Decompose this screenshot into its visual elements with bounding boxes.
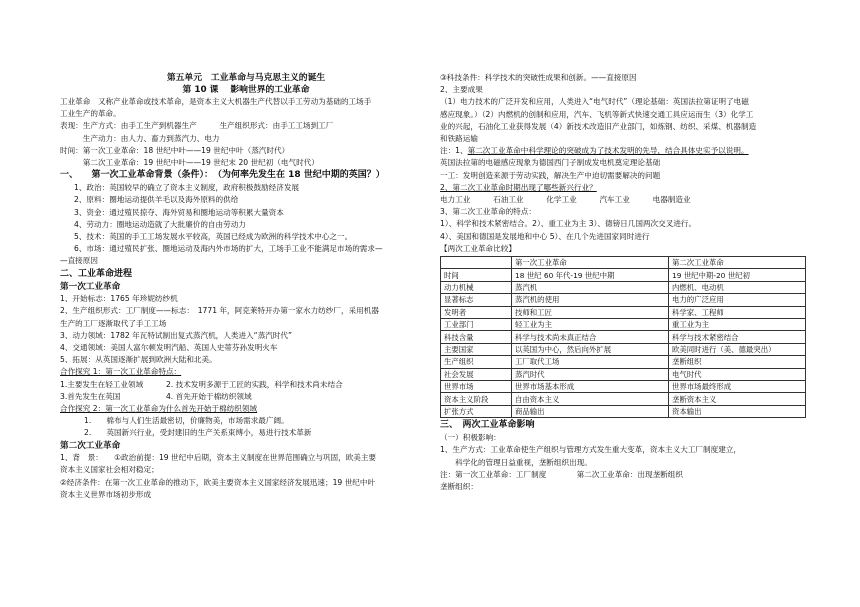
- results-item: ③科技条件：科学技术的突破性成果和创新。——直接原因: [440, 73, 637, 82]
- table-cell: 自由资本主义: [512, 393, 669, 405]
- table-row: [441, 405, 806, 417]
- first-revolution-item: 1、开始标志：1765 年珍妮纺纱机: [60, 294, 178, 304]
- table-cell: 世界市场基本形成: [512, 380, 669, 392]
- feature-item: 1）、科学和技术紧密结合。2）、重工业为主 3）、德镑日几国两次交叉进行。: [440, 219, 697, 229]
- table-cell: 科学家、工程师: [669, 306, 806, 318]
- impact-item: 垄断组织：: [440, 481, 478, 491]
- left-column: [60, 72, 432, 501]
- results-item: 业的兴起，石油化工业获得发展（4）新技术改造旧产业部门，如炼钢、纺织、采煤、机器制造: [440, 121, 757, 131]
- comparison-table: [440, 256, 806, 418]
- background-item: 4、劳动力：圈地运动造就了大批廉价的自由劳动力: [74, 219, 246, 229]
- section-3-heading: 三、 两次工业革命影响: [440, 420, 535, 431]
- first-revolution-item: 2、生产组织形式：工厂制度——标志： 1771 年，阿克莱特开办第一家水力纺纱厂，采用机器: [60, 306, 379, 316]
- table-cell: 电气时代: [669, 368, 806, 380]
- intro-line: 工业革命 又称产业革命或技术革命，是资本主义大机器生产代替以手工劳动为基础的工场手: [60, 97, 372, 106]
- table-cell: 轻工业为主: [512, 319, 669, 331]
- first-revolution-item: 5、拓展：从英国逐渐扩展到欧洲大陆和北美。: [60, 355, 217, 365]
- note-line: [440, 145, 806, 157]
- table-cell: 电力的广泛应用: [669, 294, 806, 306]
- second-revolution-item: 资本主义世界市场初步形成: [60, 489, 152, 499]
- table-cell: 生产组织: [441, 356, 512, 368]
- background-item: 5、技术：英国的手工工场发展水平较高，英国已经成为欧洲的科学技术中心之一。: [74, 232, 353, 242]
- unit-title: 第五单元 工业革命与马克思主义的诞生: [166, 73, 326, 83]
- table-cell: 以英国为中心，然后向外扩展: [512, 343, 669, 355]
- table-header-cell: [441, 257, 512, 269]
- explore-2-item: 1. 棉布与人们生活最密切，价廉物美，市场需求最广阔。: [84, 416, 289, 426]
- table-row: [441, 343, 806, 355]
- results-item: 2、主要成果: [440, 85, 483, 95]
- table-cell: 资本主义阶段: [441, 393, 512, 405]
- results-item: （1）电力技术的广泛开发和应用，人类进入“电气时代”（理论基础：英国法拉第证明了电磁: [440, 97, 749, 107]
- table-cell: 显著标志: [441, 294, 512, 306]
- second-revolution-heading: 第二次工业革命: [60, 440, 121, 451]
- table-cell: 19 世纪中期-20 世纪初: [669, 269, 806, 281]
- table-cell: 动力机械: [441, 281, 512, 293]
- table-row: [441, 356, 806, 368]
- table-cell: 世界市场: [441, 380, 512, 392]
- positive-impact-subheading: （一）积极影响：: [440, 433, 501, 443]
- table-cell: 工厂取代工场: [512, 356, 669, 368]
- feature-item: 4）、美国和德国是发展地和中心 5）、在几个先进国家同时进行: [440, 231, 650, 241]
- industries-list: 电力工业 石油工业 化学工业 汽车工业 电器制造业: [440, 195, 691, 205]
- note-underlined: 第二次工业革命中科学理论的突破成为了技术发明的先导，结合具体史实予以说明。: [467, 146, 749, 156]
- table-row: [441, 331, 806, 343]
- lesson-title: 第 10 课 影响世界的工业革命: [182, 85, 310, 95]
- table-row: [441, 281, 806, 293]
- table-cell: 科学与技术尚未真正结合: [512, 331, 669, 343]
- explore-1-item: 1.主要发生在轻工业领域 2. 技术发明多源于工匠的实践，科学和技术尚未结合: [60, 379, 343, 389]
- table-cell: 垄断资本主义: [669, 393, 806, 405]
- section-1-heading: 一、 第一次工业革命背景（条件）： （为何率先发生在 18 世纪中期的英国？）: [60, 170, 385, 181]
- question-2: 2、第二次工业革命时期出现了哪些新兴行业？: [440, 182, 597, 192]
- background-item: —直接原因: [60, 256, 98, 266]
- table-cell: 主要国家: [441, 343, 512, 355]
- background-item: 3、资金：通过殖民掠夺、海外贸易和圈地运动等积累大量资本: [74, 207, 284, 217]
- table-header-cell: 第一次工业革命: [512, 257, 669, 269]
- note-prefix: 注：1、: [440, 146, 468, 156]
- explore-2-item: 2. 英国新兴行业，受封建旧的生产关系束缚小，易进行技术革新: [84, 428, 312, 438]
- table-cell: 世界市场最终形成: [669, 380, 806, 392]
- intro-line: 工业生产的革命。: [60, 109, 121, 119]
- table-row: [441, 306, 806, 318]
- background-item: 1、政治：英国较早的确立了资本主义制度，政府积极鼓励经济发展: [74, 183, 300, 193]
- table-cell: 发明者: [441, 306, 512, 318]
- table-cell: 工业部门: [441, 319, 512, 331]
- table-row: [441, 368, 806, 380]
- table-cell: 欧美同时进行（美、德最突出）: [669, 343, 806, 355]
- table-header-cell: 第二次工业革命: [669, 257, 806, 269]
- section-2-heading: 二、工业革命进程: [60, 268, 133, 279]
- second-revolution-item: 1、背 景： ①政治前提：19 世纪中后期，资本主义制度在世界范围确立与巩固，欧美主要: [60, 453, 377, 463]
- right-column: [440, 72, 806, 493]
- background-item: 2、原料：圈地运动提供羊毛以及海外原料的供给: [74, 195, 239, 205]
- table-cell: 垄断组织: [669, 356, 806, 368]
- first-revolution-heading: 第一次工业革命: [60, 281, 121, 292]
- table-row: [441, 269, 806, 281]
- results-item: 和铁路运输: [440, 134, 478, 144]
- explore-1-item: 3.首先发生在英国 4. 首先开始于棉纺织领域: [60, 391, 252, 401]
- table-header-row: [441, 257, 806, 269]
- table-row: [441, 380, 806, 392]
- note-item: 一工：发明创造来源于劳动实践，解决生产中迫切需要解决的问题: [440, 170, 661, 180]
- results-item: 感应现象。）（2）内燃机的创制和应用，汽车、飞机等新式快速交通工具应运而生（3）化学工: [440, 109, 754, 119]
- table-cell: 蒸汽机的使用: [512, 294, 669, 306]
- first-revolution-item: 生产的工厂逐渐取代了手工工场: [60, 318, 167, 328]
- note-item: 英国法拉第的电磁感应现象为德国西门子制成发电机奠定理论基础: [440, 158, 661, 168]
- features-title: 3、第二次工业革命的特点：: [440, 207, 536, 217]
- table-cell: 内燃机、电动机: [669, 281, 806, 293]
- table-cell: 技师和工匠: [512, 306, 669, 318]
- intro-line: 生产动力：由人力、畜力到蒸汽力、电力: [60, 133, 220, 143]
- first-revolution-item: 3、动力领域：1782 年瓦特试制出复式蒸汽机，人类进入“蒸汽时代”: [60, 330, 292, 340]
- table-cell: 扩张方式: [441, 405, 512, 417]
- impact-item: 科学化的管理日益重视，垄断组织出现。: [440, 457, 592, 467]
- table-cell: 蒸汽机: [512, 281, 669, 293]
- table-cell: 时间: [441, 269, 512, 281]
- table-cell: 蒸汽时代: [512, 368, 669, 380]
- intro-line: 第二次工业革命：19 世纪中叶——19 世纪末 20 世纪初（电气时代）: [60, 158, 319, 168]
- table-row: [441, 319, 806, 331]
- background-item: 6、市场：通过殖民扩张、圈地运动及海内外市场的扩大，工场手工业不能满足市场的需求—: [74, 244, 383, 254]
- table-row: [441, 393, 806, 405]
- table-cell: 科技含量: [441, 331, 512, 343]
- first-revolution-item: 4、交通领域：美国人富尔顿发明汽船、英国人史蒂芬孙发明火车: [60, 343, 278, 353]
- second-revolution-item: 资本主义国家社会相对稳定；: [60, 465, 159, 475]
- impact-item: 1、生产方式：工业革命使生产组织与管理方式发生重大变革，资本主义大工厂制度建立，: [440, 445, 741, 455]
- table-row: [441, 294, 806, 306]
- table-cell: 资本输出: [669, 405, 806, 417]
- table-caption: 【两次工业革命比较】: [440, 243, 516, 253]
- intro-line: 表现：生产方式：由手工生产到机器生产 生产组织形式：由手工工场到工厂: [60, 121, 334, 131]
- table-cell: 商品输出: [512, 405, 669, 417]
- explore-2-title: 合作探究 2：第一次工业革命为什么首先开始于棉纺织领域: [60, 404, 258, 414]
- table-cell: 18 世纪 60 年代-19 世纪中期: [512, 269, 669, 281]
- intro-line: 时间：第一次工业革命：18 世纪中叶——19 世纪中叶（蒸汽时代）: [60, 145, 290, 155]
- second-revolution-item: ②经济条件：在第一次工业革命的推动下，欧美主要资本主义国家经济发展迅速；19 世纪中叶: [60, 477, 376, 487]
- table-cell: 社会发展: [441, 368, 512, 380]
- explore-1-title: 合作探究 1：第一次工业革命特点：: [60, 367, 182, 377]
- impact-item: 注：第一次工业革命：工厂制度 第二次工业革命：出现垄断组织: [440, 469, 683, 479]
- table-cell: 重工业为主: [669, 319, 806, 331]
- table-cell: 科学与技术紧密结合: [669, 331, 806, 343]
